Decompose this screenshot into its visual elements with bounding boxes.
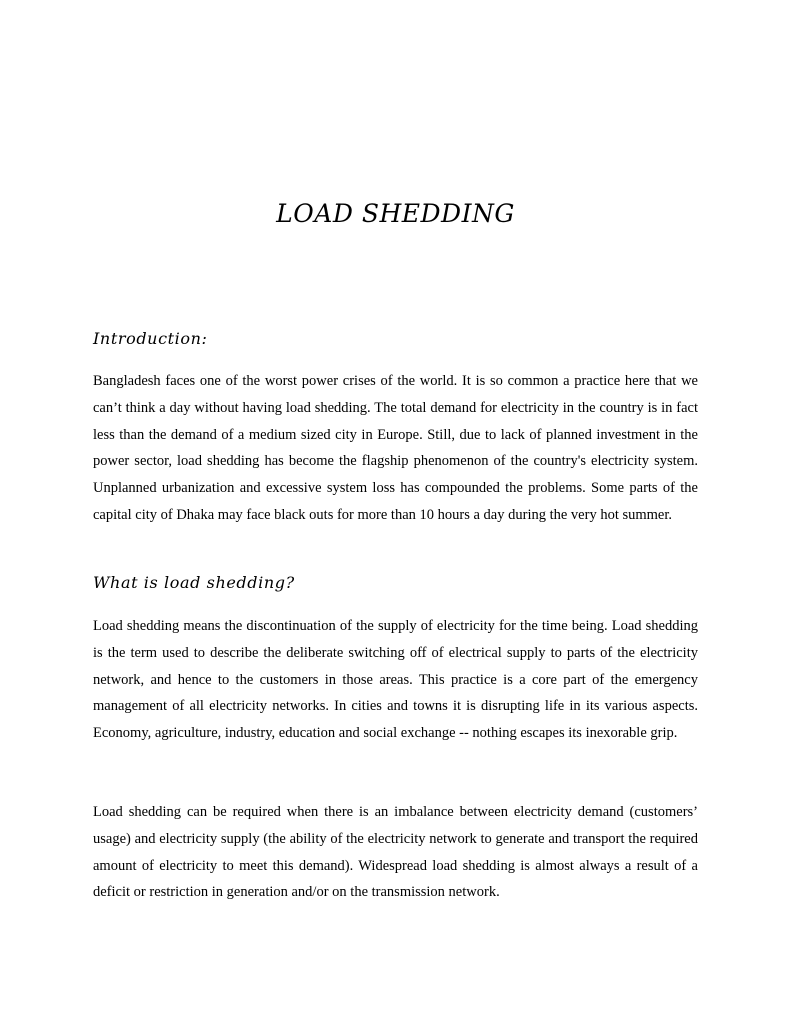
paragraph-introduction: Bangladesh faces one of the worst power crises of the world. It is so common a practice here that we can’t think a day without having load shedding. The total demand for electricity in the country is in fact less than the demand of a medium sized city in Europe. Still, due to lack of planned investment in the power sector, load shedding has become the flagship phenomenon of the country's electricity system. Unplanned urbanization and excessive system loss has compounded the problems. Some parts of the capital city of Dhaka may face black outs for more than 10 hours a day during the very hot summer. bbox=[93, 373, 698, 523]
section-heading-introduction: Introduction: bbox=[93, 329, 208, 348]
paragraph-definition: Load shedding means the discontinuation of the supply of electricity for the time being. Load shedding is the term used to describe the deliberate switching off of electrical supply to parts of the electricity network, and hence to the customers in those areas. This practice is a core part of the emergency management of all electricity networks. In cities and towns it is disrupting life in its various aspects. Economy, agriculture, industry, education and social exchange -- nothing escapes its inexorable grip. bbox=[93, 618, 698, 742]
section-heading-what-is-load-shedding: What is load shedding? bbox=[93, 573, 295, 592]
document-title: LOAD SHEDDING bbox=[276, 199, 515, 228]
paragraph-causes: Load shedding can be required when there is an imbalance between electricity demand (customers’ usage) and electricity supply (the ability of the electricity network to generate and transport the required amount of electricity to meet this demand). Widespread load shedding is almost always a result of a deficit or restriction in generation and/or on the transmission network. bbox=[93, 804, 698, 901]
